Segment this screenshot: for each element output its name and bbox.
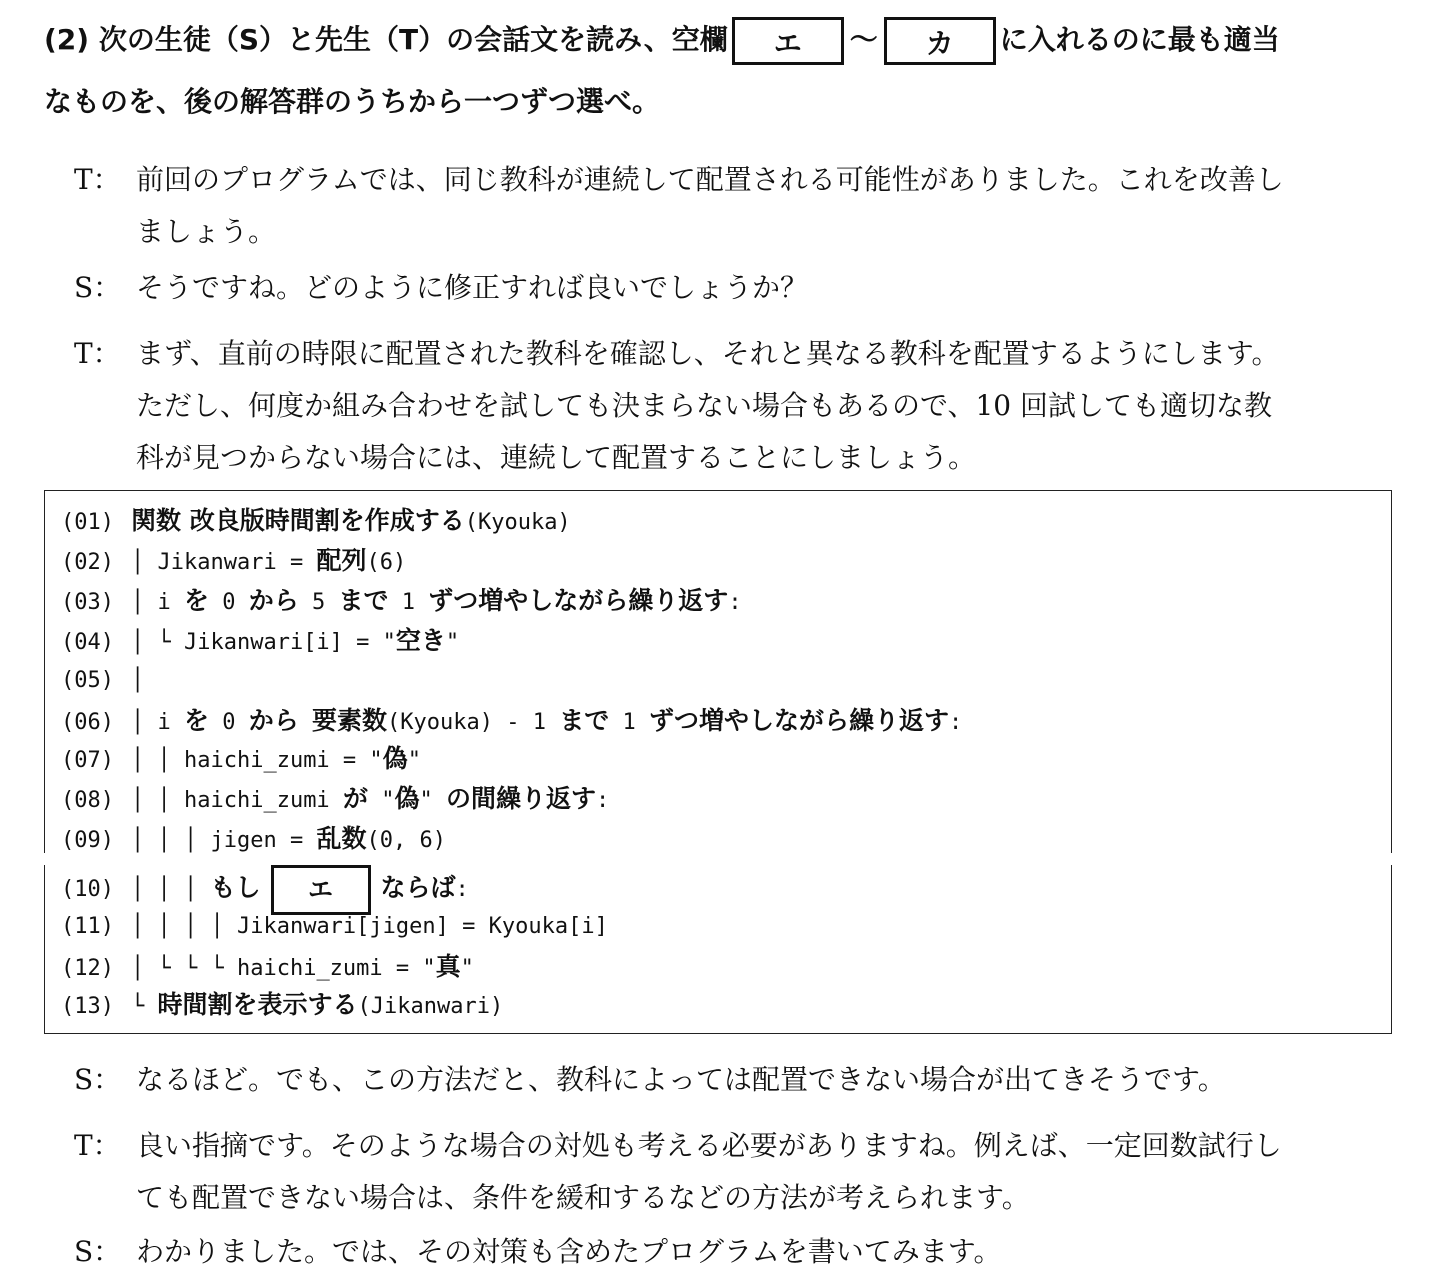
blank-box-ka: カ bbox=[884, 17, 996, 65]
dialog-turn bbox=[74, 328, 1404, 484]
dialog-turn bbox=[74, 1120, 1404, 1224]
speaker-label: S： bbox=[74, 1063, 122, 1096]
code-line-10 bbox=[61, 863, 469, 913]
code-text: : bbox=[455, 877, 469, 902]
border-gap bbox=[43, 853, 49, 865]
code-text: " bbox=[419, 788, 446, 813]
code-text: haichi_zumi = " bbox=[183, 748, 383, 773]
indent-guide: │ └ └ └ bbox=[131, 956, 237, 981]
speaker-label: T： bbox=[74, 337, 121, 370]
code-text: を bbox=[184, 706, 210, 735]
dialog-line: そうですね。どのように修正すれば良いでしょうか？ bbox=[136, 271, 809, 304]
code-text: 時間割を表示する bbox=[157, 990, 358, 1019]
code-text: まで bbox=[559, 706, 610, 735]
code-text: 偽 bbox=[394, 784, 420, 813]
code-text: まで bbox=[338, 586, 389, 615]
tilde-separator: 〜 bbox=[849, 23, 878, 56]
dialog-turn bbox=[74, 1226, 1404, 1278]
code-text: " bbox=[460, 956, 474, 981]
code-text: i bbox=[157, 710, 184, 735]
indent-guide: │ │ bbox=[131, 788, 184, 813]
code-text: もし bbox=[210, 873, 261, 902]
code-text: 0 bbox=[209, 590, 249, 615]
line-number: (08) bbox=[61, 788, 114, 813]
dialog-line: なるほど。でも、この方法だと、教科によっては配置できない場合が出てきそうです。 bbox=[136, 1063, 1226, 1096]
code-text: を bbox=[184, 586, 210, 615]
code-box bbox=[44, 490, 1392, 1034]
code-text: 真 bbox=[435, 952, 461, 981]
line-number: (11) bbox=[61, 914, 114, 939]
line-number: (02) bbox=[61, 550, 114, 575]
dialog-line: 前回のプログラムでは、同じ教科が連続して配置される可能性がありました。これを改善し bbox=[136, 163, 1284, 196]
code-text: から bbox=[248, 586, 299, 615]
indent-guide: │ │ │ bbox=[131, 877, 211, 902]
indent-guide: │ bbox=[131, 710, 158, 735]
code-line-07 bbox=[61, 739, 421, 779]
indent-guide: │ └ bbox=[131, 630, 184, 655]
line-number: (01) bbox=[61, 510, 114, 535]
dialog-line: ても配置できない場合は、条件を緩和するなどの方法が考えられます。 bbox=[136, 1181, 1030, 1214]
border-gap bbox=[1387, 853, 1393, 865]
code-text: 要素数 bbox=[312, 706, 388, 735]
line-number: (06) bbox=[61, 710, 114, 735]
indent-guide: │ bbox=[131, 550, 158, 575]
code-text: (0, 6) bbox=[366, 828, 446, 853]
question-suffix: に入れるのに最も適当 bbox=[999, 23, 1280, 56]
code-text: から bbox=[248, 706, 299, 735]
code-text: haichi_zumi bbox=[183, 788, 343, 813]
blank-box-e-code: エ bbox=[271, 865, 371, 915]
speaker-label: T： bbox=[74, 163, 121, 196]
code-text: " bbox=[445, 630, 460, 655]
code-line-05 bbox=[61, 661, 144, 701]
code-text: Jikanwari[jigen] = Kyouka[i] bbox=[236, 914, 608, 939]
dialog-turn bbox=[74, 154, 1404, 258]
code-text: haichi_zumi = " bbox=[236, 956, 436, 981]
code-text: が bbox=[342, 784, 368, 813]
indent-guide: │ │ │ bbox=[131, 828, 211, 853]
dialog-line: 科が見つからない場合には、連続して配置することにしましょう。 bbox=[136, 441, 977, 474]
code-text: jigen = bbox=[210, 828, 317, 853]
line-number: (10) bbox=[61, 877, 114, 902]
code-text: 偽 bbox=[382, 744, 408, 773]
line-number: (04) bbox=[61, 630, 114, 655]
code-text: 5 bbox=[298, 590, 339, 615]
line-number: (12) bbox=[61, 956, 114, 981]
code-text: Jikanwari[i] = " bbox=[183, 630, 396, 655]
dialog-turn bbox=[74, 262, 1404, 314]
indent-guide: │ bbox=[131, 590, 158, 615]
dialog-line: 良い指摘です。そのような場合の対処も考える必要がありますね。例えば、一定回数試行し bbox=[136, 1129, 1282, 1162]
code-line-13 bbox=[61, 985, 503, 1025]
speaker-label: S： bbox=[74, 1235, 122, 1268]
indent-guide: │ │ bbox=[131, 748, 184, 773]
code-text: (6) bbox=[366, 550, 407, 575]
code-text: ならば bbox=[380, 873, 456, 902]
code-text: 1 bbox=[388, 590, 429, 615]
speaker-label: T： bbox=[74, 1129, 121, 1162]
code-line-04 bbox=[61, 621, 459, 661]
code-line-03 bbox=[61, 581, 742, 621]
code-line-09 bbox=[61, 819, 446, 859]
indent-guide: │ │ │ │ bbox=[131, 914, 237, 939]
dialog-line: ましょう。 bbox=[136, 215, 277, 248]
code-text: ずつ増やしながら繰り返す bbox=[649, 706, 950, 735]
code-text: (Kyouka) bbox=[464, 510, 571, 535]
code-line-02 bbox=[61, 541, 406, 581]
line-number: (05) bbox=[61, 668, 114, 693]
dialog-line: わかりました。では、その対策も含めたプログラムを書いてみます。 bbox=[136, 1235, 1002, 1268]
line-number: (13) bbox=[61, 994, 114, 1019]
code-text: 乱数 bbox=[316, 824, 367, 853]
code-text: " bbox=[367, 788, 395, 813]
code-line-06 bbox=[61, 701, 962, 741]
code-text: 1 bbox=[609, 710, 649, 735]
code-text: 0 bbox=[209, 710, 249, 735]
indent-guide: │ bbox=[131, 668, 145, 693]
code-line-01 bbox=[61, 501, 571, 541]
code-text: Jikanwari = bbox=[157, 550, 317, 575]
code-line-08 bbox=[61, 779, 609, 819]
code-text: : bbox=[728, 590, 742, 615]
code-text: 関数 改良版時間割を作成する bbox=[131, 506, 465, 535]
line-number: (09) bbox=[61, 828, 114, 853]
code-text: 空き bbox=[395, 626, 446, 655]
code-line-11 bbox=[61, 907, 608, 947]
code-text: 配列 bbox=[316, 546, 367, 575]
question-prefix: (2) 次の生徒（S）と先生（T）の会話文を読み、空欄 bbox=[44, 23, 728, 56]
code-text: (Kyouka) - 1 bbox=[387, 710, 560, 735]
code-text: (Jikanwari) bbox=[357, 994, 504, 1019]
code-text: ずつ増やしながら繰り返す bbox=[428, 586, 729, 615]
question-text bbox=[44, 10, 1404, 134]
speaker-label: S： bbox=[74, 271, 122, 304]
question-line-2: なものを、後の解答群のうちから一つずつ選べ。 bbox=[44, 85, 661, 118]
code-text: " bbox=[407, 748, 421, 773]
code-text: i bbox=[157, 590, 184, 615]
line-number: (03) bbox=[61, 590, 114, 615]
question-line-1 bbox=[44, 10, 1404, 72]
line-number: (07) bbox=[61, 748, 114, 773]
blank-box-e: エ bbox=[732, 17, 844, 65]
indent-guide: └ bbox=[131, 994, 158, 1019]
code-text: : bbox=[949, 710, 963, 735]
dialog-line: まず、直前の時限に配置された教科を確認し、それと異なる教科を配置するようにします。 bbox=[136, 337, 1280, 370]
dialog-line: ただし、何度か組み合わせを試しても決まらない場合もあるので、10 回試しても適切な教 bbox=[136, 389, 1272, 422]
code-text: の間繰り返す bbox=[445, 784, 596, 813]
code-text: : bbox=[595, 788, 610, 813]
dialog-turn bbox=[74, 1054, 1404, 1106]
code-line-12 bbox=[61, 947, 474, 987]
